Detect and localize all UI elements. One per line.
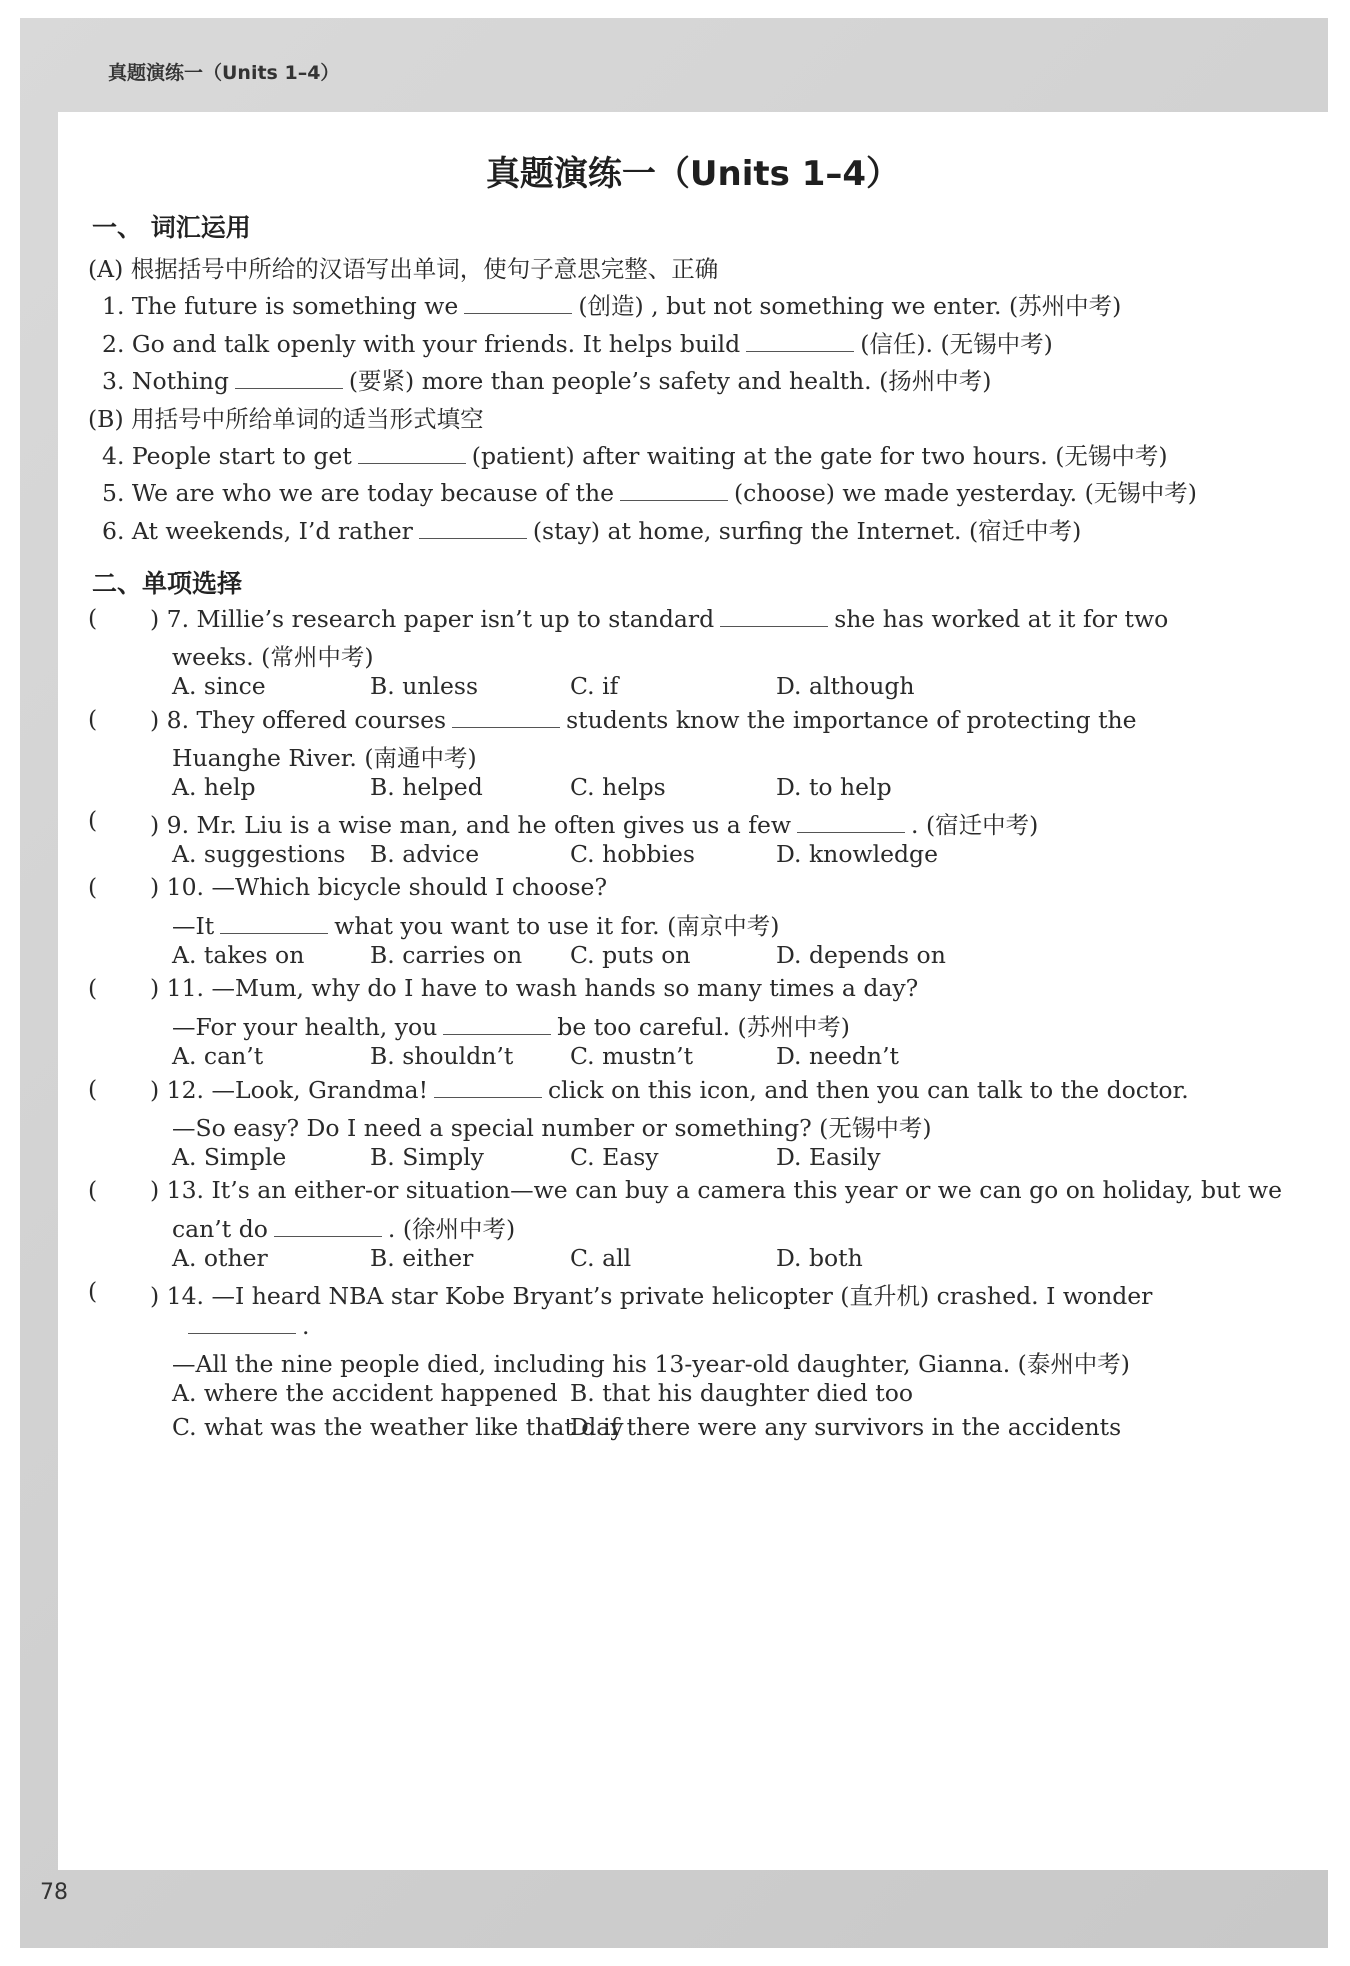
answer-paren[interactable]: ( — [88, 604, 98, 632]
question-8: ) 8. They offered courses students know the importance of protecting the — [150, 706, 1137, 734]
option-a[interactable]: A. suggestions — [172, 840, 346, 868]
answer-blank[interactable] — [220, 911, 328, 934]
answer-paren[interactable]: ( — [88, 705, 98, 733]
option-c[interactable]: C. if — [570, 672, 619, 700]
question-14: ) 14. —I heard NBA star Kobe Bryant’s private helicopter (直升机) crashed. I wonder — [150, 1282, 1153, 1310]
option-b[interactable]: B. that his daughter died too — [570, 1379, 914, 1407]
option-c[interactable]: C. what was the weather like that day — [172, 1413, 624, 1441]
option-d[interactable]: D. if there were any survivors in the accidents — [570, 1413, 1122, 1441]
option-b[interactable]: B. shouldn’t — [370, 1042, 514, 1070]
answer-blank[interactable] — [235, 366, 343, 389]
question-7: ) 7. Millie’s research paper isn’t up to standard she has worked at it for two — [150, 605, 1169, 633]
option-d[interactable]: D. depends on — [776, 941, 946, 969]
option-b[interactable]: B. advice — [370, 840, 480, 868]
page-title: 真题演练一（Units 1–4） — [485, 154, 901, 194]
option-a[interactable]: A. can’t — [172, 1042, 264, 1070]
question-13: ) 13. It’s an either-or situation—we can buy a camera this year or we can go on holiday, but we — [150, 1176, 1283, 1204]
question-6: 6. At weekends, I’d rather (stay) at home, surfing the Internet. (宿迁中考) — [102, 517, 1082, 545]
option-d[interactable]: D. needn’t — [776, 1042, 899, 1070]
question-12-line2: —So easy? Do I need a special number or something? (无锡中考) — [172, 1114, 932, 1142]
question-10: ) 10. —Which bicycle should I choose? — [150, 873, 608, 901]
question-7-line2: weeks. (常州中考) — [172, 643, 374, 671]
option-c[interactable]: C. all — [570, 1244, 632, 1272]
question-14-line3: —All the nine people died, including his 13-year-old daughter, Gianna. (泰州中考) — [172, 1350, 1130, 1378]
option-c[interactable]: C. helps — [570, 773, 666, 801]
partA-instruction: (A) 根据括号中所给的汉语写出单词，使句子意思完整、正确 — [88, 255, 719, 283]
question-8-line2: Huanghe River. (南通中考) — [172, 744, 477, 772]
option-a[interactable]: A. takes on — [172, 941, 305, 969]
option-c[interactable]: C. hobbies — [570, 840, 695, 868]
answer-blank[interactable] — [746, 329, 854, 352]
option-d[interactable]: D. knowledge — [776, 840, 938, 868]
answer-blank[interactable] — [358, 441, 466, 464]
question-9: ) 9. Mr. Liu is a wise man, and he often gives us a few . (宿迁中考) — [150, 811, 1039, 839]
question-1: 1. The future is something we (创造) , but not something we enter. (苏州中考) — [102, 292, 1122, 320]
option-a[interactable]: A. where the accident happened — [172, 1379, 558, 1407]
answer-paren[interactable]: ( — [88, 806, 98, 834]
worksheet — [58, 112, 1328, 1870]
answer-blank[interactable] — [443, 1012, 551, 1035]
page-number: 78 — [40, 1880, 68, 1905]
answer-blank[interactable] — [797, 810, 905, 833]
partB-instruction: (B) 用括号中所给单词的适当形式填空 — [88, 405, 484, 433]
option-a[interactable]: A. help — [172, 773, 256, 801]
answer-blank[interactable] — [419, 516, 527, 539]
question-11-line2: —For your health, you be too careful. (苏州中考) — [172, 1013, 850, 1041]
answer-blank[interactable] — [434, 1075, 542, 1098]
answer-paren[interactable]: ( — [88, 1075, 98, 1103]
question-2: 2. Go and talk openly with your friends. It helps build (信任). (无锡中考) — [102, 330, 1053, 358]
answer-blank[interactable] — [452, 705, 560, 728]
answer-blank[interactable] — [620, 478, 728, 501]
option-c[interactable]: C. Easy — [570, 1143, 659, 1171]
answer-paren[interactable]: ( — [88, 1176, 98, 1204]
question-11: ) 11. —Mum, why do I have to wash hands so many times a day? — [150, 974, 919, 1002]
answer-paren[interactable]: ( — [88, 873, 98, 901]
answer-paren[interactable]: ( — [88, 1277, 98, 1305]
option-b[interactable]: B. helped — [370, 773, 483, 801]
question-10-line2: —It what you want to use it for. (南京中考) — [172, 912, 780, 940]
option-b[interactable]: B. Simply — [370, 1143, 484, 1171]
answer-blank[interactable] — [464, 291, 572, 314]
option-c[interactable]: C. mustn’t — [570, 1042, 694, 1070]
option-c[interactable]: C. puts on — [570, 941, 691, 969]
section2-heading: 二、单项选择 — [92, 569, 243, 598]
question-4: 4. People start to get (patient) after waiting at the gate for two hours. (无锡中考) — [102, 442, 1168, 470]
question-13-line2: can’t do . (徐州中考) — [172, 1215, 516, 1243]
question-5: 5. We are who we are today because of the (choose) we made yesterday. (无锡中考) — [102, 479, 1197, 507]
option-b[interactable]: B. unless — [370, 672, 479, 700]
option-a[interactable]: A. since — [172, 672, 266, 700]
answer-blank[interactable] — [274, 1214, 382, 1237]
question-3: 3. Nothing (要紧) more than people’s safety and health. (扬州中考) — [102, 367, 992, 395]
option-d[interactable]: D. although — [776, 672, 915, 700]
question-12: ) 12. —Look, Grandma! click on this icon, and then you can talk to the doctor. — [150, 1076, 1189, 1104]
answer-paren[interactable]: ( — [88, 974, 98, 1002]
question-14-line2: . — [188, 1311, 309, 1340]
section1-heading: 一、 词汇运用 — [92, 213, 251, 242]
option-d[interactable]: D. to help — [776, 773, 892, 801]
option-a[interactable]: A. Simple — [172, 1143, 287, 1171]
option-d[interactable]: D. both — [776, 1244, 863, 1272]
answer-blank[interactable] — [188, 1311, 296, 1334]
option-d[interactable]: D. Easily — [776, 1143, 881, 1171]
running-header: 真题演练一（Units 1–4） — [108, 62, 340, 84]
option-b[interactable]: B. carries on — [370, 941, 523, 969]
option-b[interactable]: B. either — [370, 1244, 474, 1272]
answer-blank[interactable] — [720, 604, 828, 627]
option-a[interactable]: A. other — [172, 1244, 268, 1272]
